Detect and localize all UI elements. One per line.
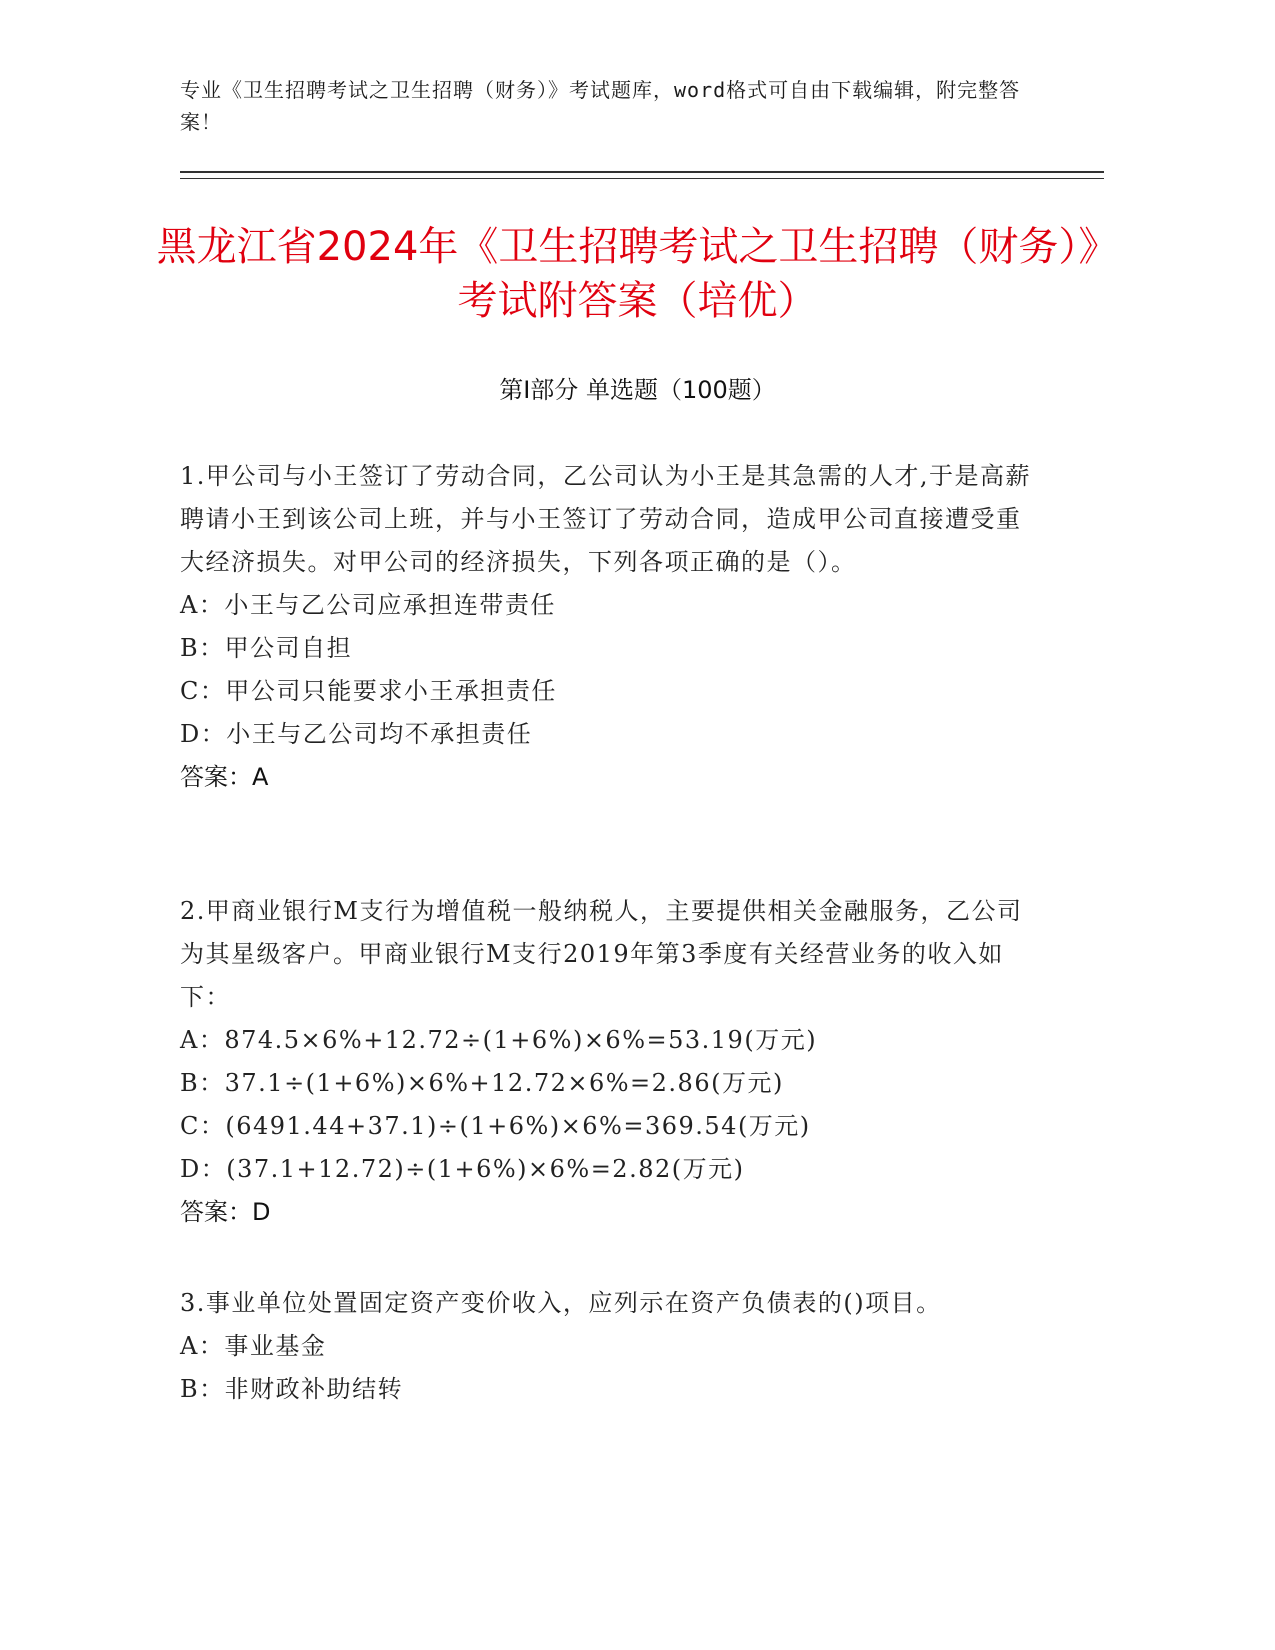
option-b: B：非财政补助结转 (180, 1375, 404, 1403)
option-a: A：小王与乙公司应承担连带责任 (180, 591, 556, 619)
header-divider-thick (180, 171, 1104, 173)
header-divider-thin (180, 178, 1104, 179)
question-3 (180, 1282, 1040, 1411)
answer: 答案：D (180, 1198, 271, 1226)
option-a: A：874.5×6%+12.72÷(1+6%)×6%=53.19(万元) (180, 1026, 818, 1054)
question-stem: 2.甲商业银行M支行为增值税一般纳税人，主要提供相关金融服务，乙公司为其星级客户。甲商业银行M支行2019年第3季度有关经营业务的收入如下： (180, 897, 1023, 1011)
question-stem: 1.甲公司与小王签订了劳动合同，乙公司认为小王是其急需的人才,于是高薪聘请小王到该公司上班，并与小王签订了劳动合同，造成甲公司直接遭受重大经济损失。对甲公司的经济损失，下列各项正确的是（）。 (180, 462, 1032, 576)
option-d: D：(37.1+12.72)÷(1+6%)×6%=2.82(万元) (180, 1155, 745, 1183)
section-heading: 第Ⅰ部分 单选题（100题） (499, 376, 776, 404)
question-1 (180, 455, 1040, 799)
option-c: C：甲公司只能要求小王承担责任 (180, 677, 557, 705)
header-note: 专业《卫生招聘考试之卫生招聘（财务）》考试题库，word格式可自由下载编辑，附完整答案！ (180, 78, 1021, 134)
option-b: B：甲公司自担 (180, 634, 353, 662)
option-b: B：37.1÷(1+6%)×6%+12.72×6%=2.86(万元) (180, 1069, 784, 1097)
option-a: A：事业基金 (180, 1332, 327, 1360)
option-c: C：(6491.44+37.1)÷(1+6%)×6%=369.54(万元) (180, 1112, 811, 1140)
question-stem: 3.事业单位处置固定资产变价收入，应列示在资产负债表的()项目。 (180, 1289, 942, 1317)
question-2 (180, 890, 1040, 1234)
option-d: D：小王与乙公司均不承担责任 (180, 720, 533, 748)
document-title: 黑龙江省2024年《卫生招聘考试之卫生招聘（财务）》考试附答案（培优） (156, 224, 1119, 324)
answer: 答案：A (180, 763, 269, 791)
